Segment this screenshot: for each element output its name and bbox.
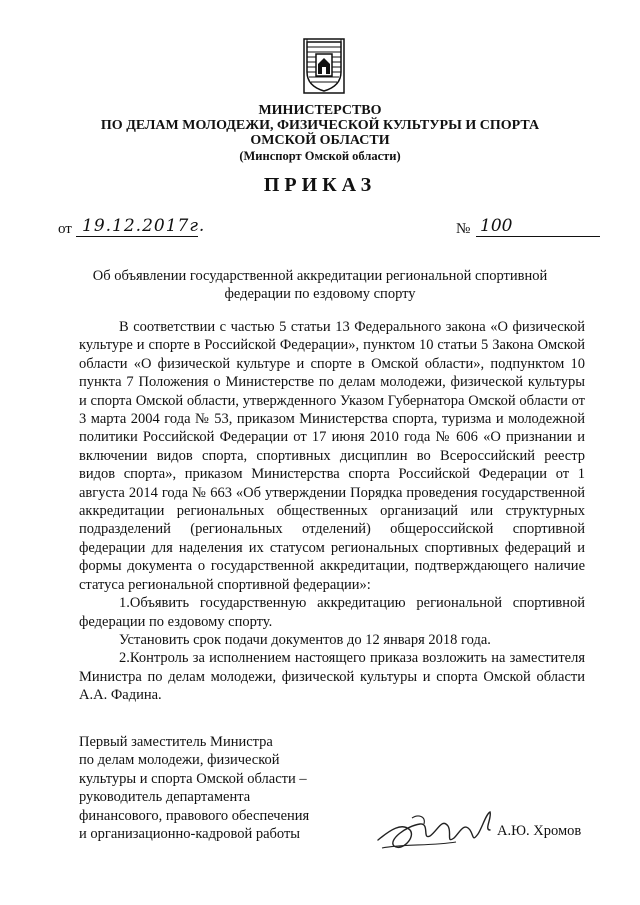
signatory-name: А.Ю. Хромов — [497, 823, 582, 839]
document-title: ПРИКАЗ — [263, 174, 377, 196]
position-line: культуры и спорта Омской области – — [79, 770, 307, 787]
item-2-paragraph: 2.Контроль за исполнением настоящего приказа возложить на заместителя Министра по делам молодежи, физической культуры и спорта Омской области А.А. Фадина. — [79, 650, 585, 704]
number-label: № — [456, 221, 471, 237]
number-underline — [476, 236, 600, 237]
number-value: 100 — [480, 216, 513, 236]
position-line: по делам молодежи, физической — [79, 752, 280, 769]
position-line: Первый заместитель Министра — [79, 734, 273, 750]
position-line: руководитель департамента — [79, 789, 251, 806]
ministry-name-line2: ПО ДЕЛАМ МОЛОДЕЖИ, ФИЗИЧЕСКОЙ КУЛЬТУРЫ И СПОРТА — [100, 118, 540, 133]
item-1-paragraph: 1.Объявить государственную аккредитацию региональной спортивной федерации по ездовому спорту. — [79, 595, 585, 630]
date-underline — [76, 236, 198, 237]
handwritten-signature — [372, 800, 502, 862]
ministry-name-line3: ОМСКОЙ ОБЛАСТИ — [250, 133, 390, 148]
order-body — [79, 318, 585, 705]
date-label: от — [58, 221, 72, 237]
position-line: финансового, правового обеспечения — [79, 807, 310, 824]
position-line: и организационно-кадровой работы — [79, 826, 301, 843]
signatory-position — [79, 733, 359, 843]
deadline-paragraph: Установить срок подачи документов до 12 января 2018 года. — [119, 631, 491, 648]
order-subject: Об объявлении государственной аккредитации региональной спортивной федерации по ездовому спорту — [92, 268, 548, 302]
date-value: 19.12.2017г. — [82, 216, 206, 236]
preamble-paragraph: В соответствии с частью 5 статьи 13 Федерального закона «О физической культуре и спорте в Российской Федерации», пунктом 10 статьи 5 Закона Омской области «О физической культуре и спорте в Омской области», подпунктом 10 пункта 7 Положения о Министерстве по делам молодежи, физической культуры и спорта Омской области, утвержденного Указом Губернатора Омской области от 3 марта 2004 года № 53, приказом Министерства спорта, туризма и молодежной политики Российской Федерации от 17 июня 2010 года № 606 «О признании и включении видов спорта, спортивных дисциплин во Всероссийский реестр видов спорта», приказом Министерства спорта Российской Федерации от 1 августа 2014 года № 663 «Об утверждении Порядка проведения государственной аккредитации региональных общественных организаций или структурных подразделений (региональных отделений) общероссийской спортивной федерации для наделения их статусом региональных спортивных федераций и формы документа о государственной аккредитации, подтверждающего наличие статуса региональной спортивной федерации»: — [79, 319, 585, 593]
ministry-name-line1: МИНИСТЕРСТВО — [258, 103, 382, 118]
ministry-short-name: (Минспорт Омской области) — [239, 149, 401, 163]
coat-of-arms-icon — [303, 38, 345, 94]
